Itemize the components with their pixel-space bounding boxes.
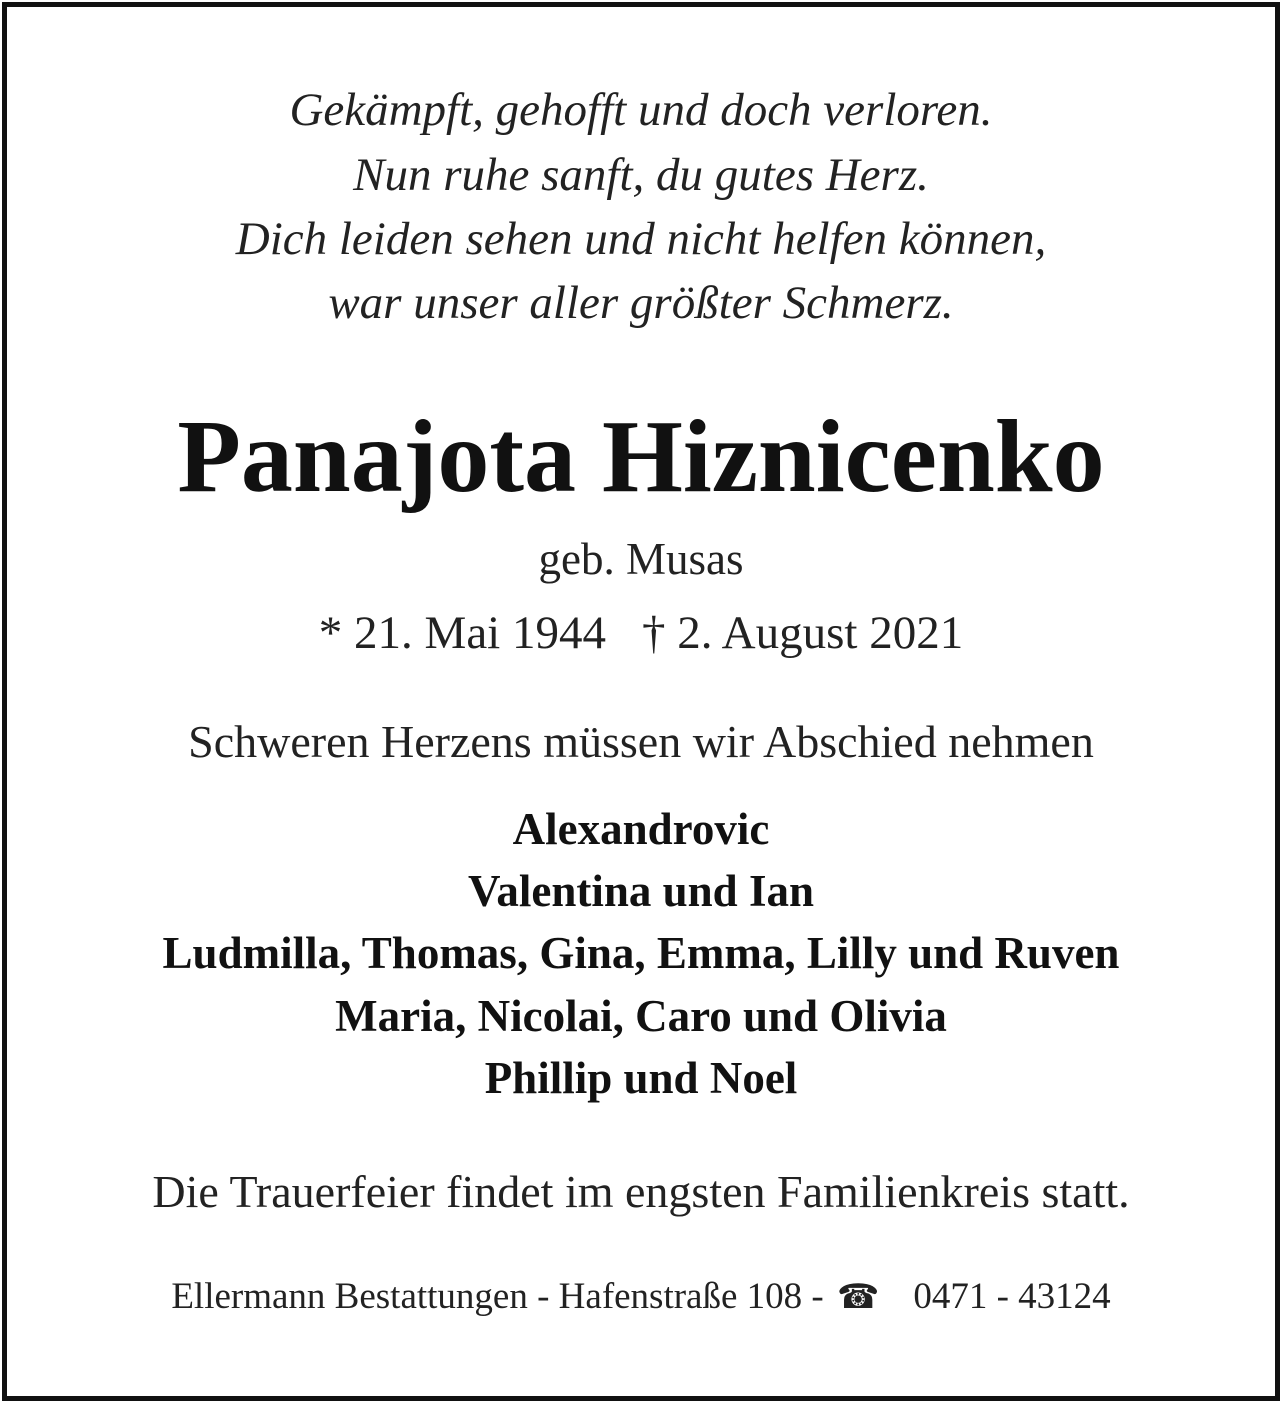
maiden-name: geb. Musas: [538, 534, 744, 584]
funeral-home-footer: [7, 1278, 1275, 1315]
birth-date: * 21. Mai 1944: [318, 607, 606, 659]
telephone-icon: ☎: [836, 1279, 880, 1316]
farewell-line: Schweren Herzens müssen wir Abschied nehmen: [188, 716, 1094, 767]
mourner-line-4: Maria, Nicolai, Caro und Olivia: [335, 991, 947, 1041]
poem-line-2: Nun ruhe sanft, du gutes Herz.: [353, 149, 929, 201]
poem-line-3: Dich leiden sehen und nicht helfen können,: [235, 213, 1047, 265]
funeral-home-phone: 0471 - 43124: [913, 1276, 1111, 1317]
mourner-line-5: Phillip und Noel: [484, 1053, 798, 1103]
mourner-line-2: Valentina und Ian: [467, 866, 814, 916]
funeral-home-address: Ellermann Bestattungen - Hafenstraße 108 -: [171, 1276, 824, 1317]
poem-line-1: Gekämpft, gehofft und doch verloren.: [289, 84, 993, 136]
life-dates: [7, 607, 1275, 659]
deceased-name: Panajota Hiznicenko: [177, 399, 1105, 514]
ceremony-note: Die Trauerfeier findet im engsten Familienkreis statt.: [152, 1166, 1130, 1217]
mourner-line-3: Ludmilla, Thomas, Gina, Emma, Lilly und Ruven: [162, 928, 1120, 978]
mourner-line-1: Alexandrovic: [512, 804, 770, 854]
poem-line-4: war unser aller größter Schmerz.: [328, 277, 954, 329]
obituary-notice: [2, 2, 1280, 1401]
death-date: † 2. August 2021: [642, 607, 964, 659]
